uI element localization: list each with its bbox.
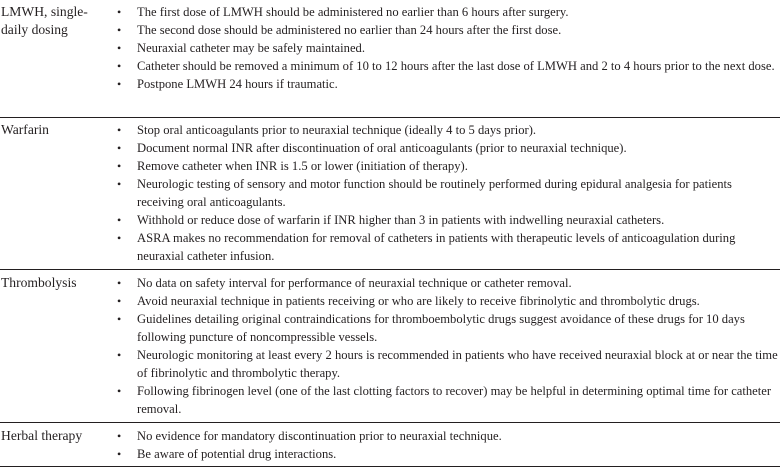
- row-divider: [0, 466, 780, 467]
- list-item: • Document normal INR after discontinuation of oral anticoagulants (prior to neuraxial technique).: [117, 141, 627, 155]
- row-item-list: [112, 3, 780, 93]
- bullet-icon: •: [117, 177, 122, 191]
- bullet-icon: •: [117, 312, 122, 326]
- row-label: Warfarin: [1, 122, 49, 137]
- bullet-icon: •: [117, 447, 122, 461]
- bullet-icon: •: [117, 384, 122, 398]
- list-item: • Following fibrinogen level (one of the last clotting factors to recover) may be helpful in determining optimal time for catheter removal.: [117, 384, 772, 416]
- list-item: • Withhold or reduce dose of warfarin if INR higher than 3 in patients with indwelling neuraxial catheters.: [117, 213, 665, 227]
- bullet-icon: •: [117, 123, 122, 137]
- bullet-icon: •: [117, 59, 122, 73]
- list-item: • Postpone LMWH 24 hours if traumatic.: [117, 77, 338, 91]
- list-item: • Stop oral anticoagulants prior to neuraxial technique (ideally 4 to 5 days prior).: [117, 123, 537, 137]
- row-label: Thrombolysis: [1, 275, 77, 290]
- bullet-icon: •: [117, 348, 122, 362]
- bullet-icon: •: [117, 23, 122, 37]
- list-item: • Be aware of potential drug interactions.: [117, 447, 337, 461]
- row-label: Herbal therapy: [1, 428, 83, 443]
- list-item: • Catheter should be removed a minimum of 10 to 12 hours after the last dose of LMWH and 2 to 4 hours prior to the next dose.: [117, 59, 775, 73]
- bullet-icon: •: [117, 41, 122, 55]
- list-item: • The first dose of LMWH should be administered no earlier than 6 hours after surgery.: [117, 5, 569, 19]
- list-item: • No evidence for mandatory discontinuation prior to neuraxial technique.: [117, 429, 502, 443]
- list-item: • Neuraxial catheter may be safely maintained.: [117, 41, 365, 55]
- bullet-icon: •: [117, 159, 122, 173]
- bullet-icon: •: [117, 213, 122, 227]
- bullet-icon: •: [117, 276, 122, 290]
- row-label: LMWH, single-daily dosing: [1, 4, 88, 37]
- list-item: • Remove catheter when INR is 1.5 or lower (initiation of therapy).: [117, 159, 468, 173]
- list-item: • Neurologic testing of sensory and motor function should be routinely performed during epidural analgesia for patients receiving oral anticoagulants.: [117, 177, 732, 209]
- list-item: • Neurologic monitoring at least every 2 hours is recommended in patients who have received neuraxial block at or near the time of fibrinolytic and thrombolytic therapy.: [117, 348, 778, 380]
- row-divider: [0, 269, 780, 270]
- bullet-icon: •: [117, 429, 122, 443]
- list-item: • No data on safety interval for performance of neuraxial technique or catheter removal.: [117, 276, 572, 290]
- list-item: • Guidelines detailing original contraindications for thromboembolytic drugs suggest avoidance of these drugs for 10 days following puncture of noncompressible vessels.: [117, 312, 745, 344]
- list-item: • The second dose should be administered no earlier than 24 hours after the first dose.: [117, 23, 562, 37]
- list-item: • Avoid neuraxial technique in patients receiving or who are likely to receive fibrinolytic and thrombolytic drugs.: [117, 294, 700, 308]
- bullet-icon: •: [117, 141, 122, 155]
- row-item-list: [112, 121, 780, 265]
- row-divider: [0, 117, 780, 118]
- bullet-icon: •: [117, 77, 122, 91]
- row-item-list: [112, 274, 780, 418]
- row-item-list: [112, 427, 780, 463]
- bullet-icon: •: [117, 294, 122, 308]
- bullet-icon: •: [117, 5, 122, 19]
- bullet-icon: •: [117, 231, 122, 245]
- list-item: • ASRA makes no recommendation for removal of catheters in patients with therapeutic levels of anticoagulation during neuraxial catheter infusion.: [117, 231, 736, 263]
- row-divider: [0, 422, 780, 423]
